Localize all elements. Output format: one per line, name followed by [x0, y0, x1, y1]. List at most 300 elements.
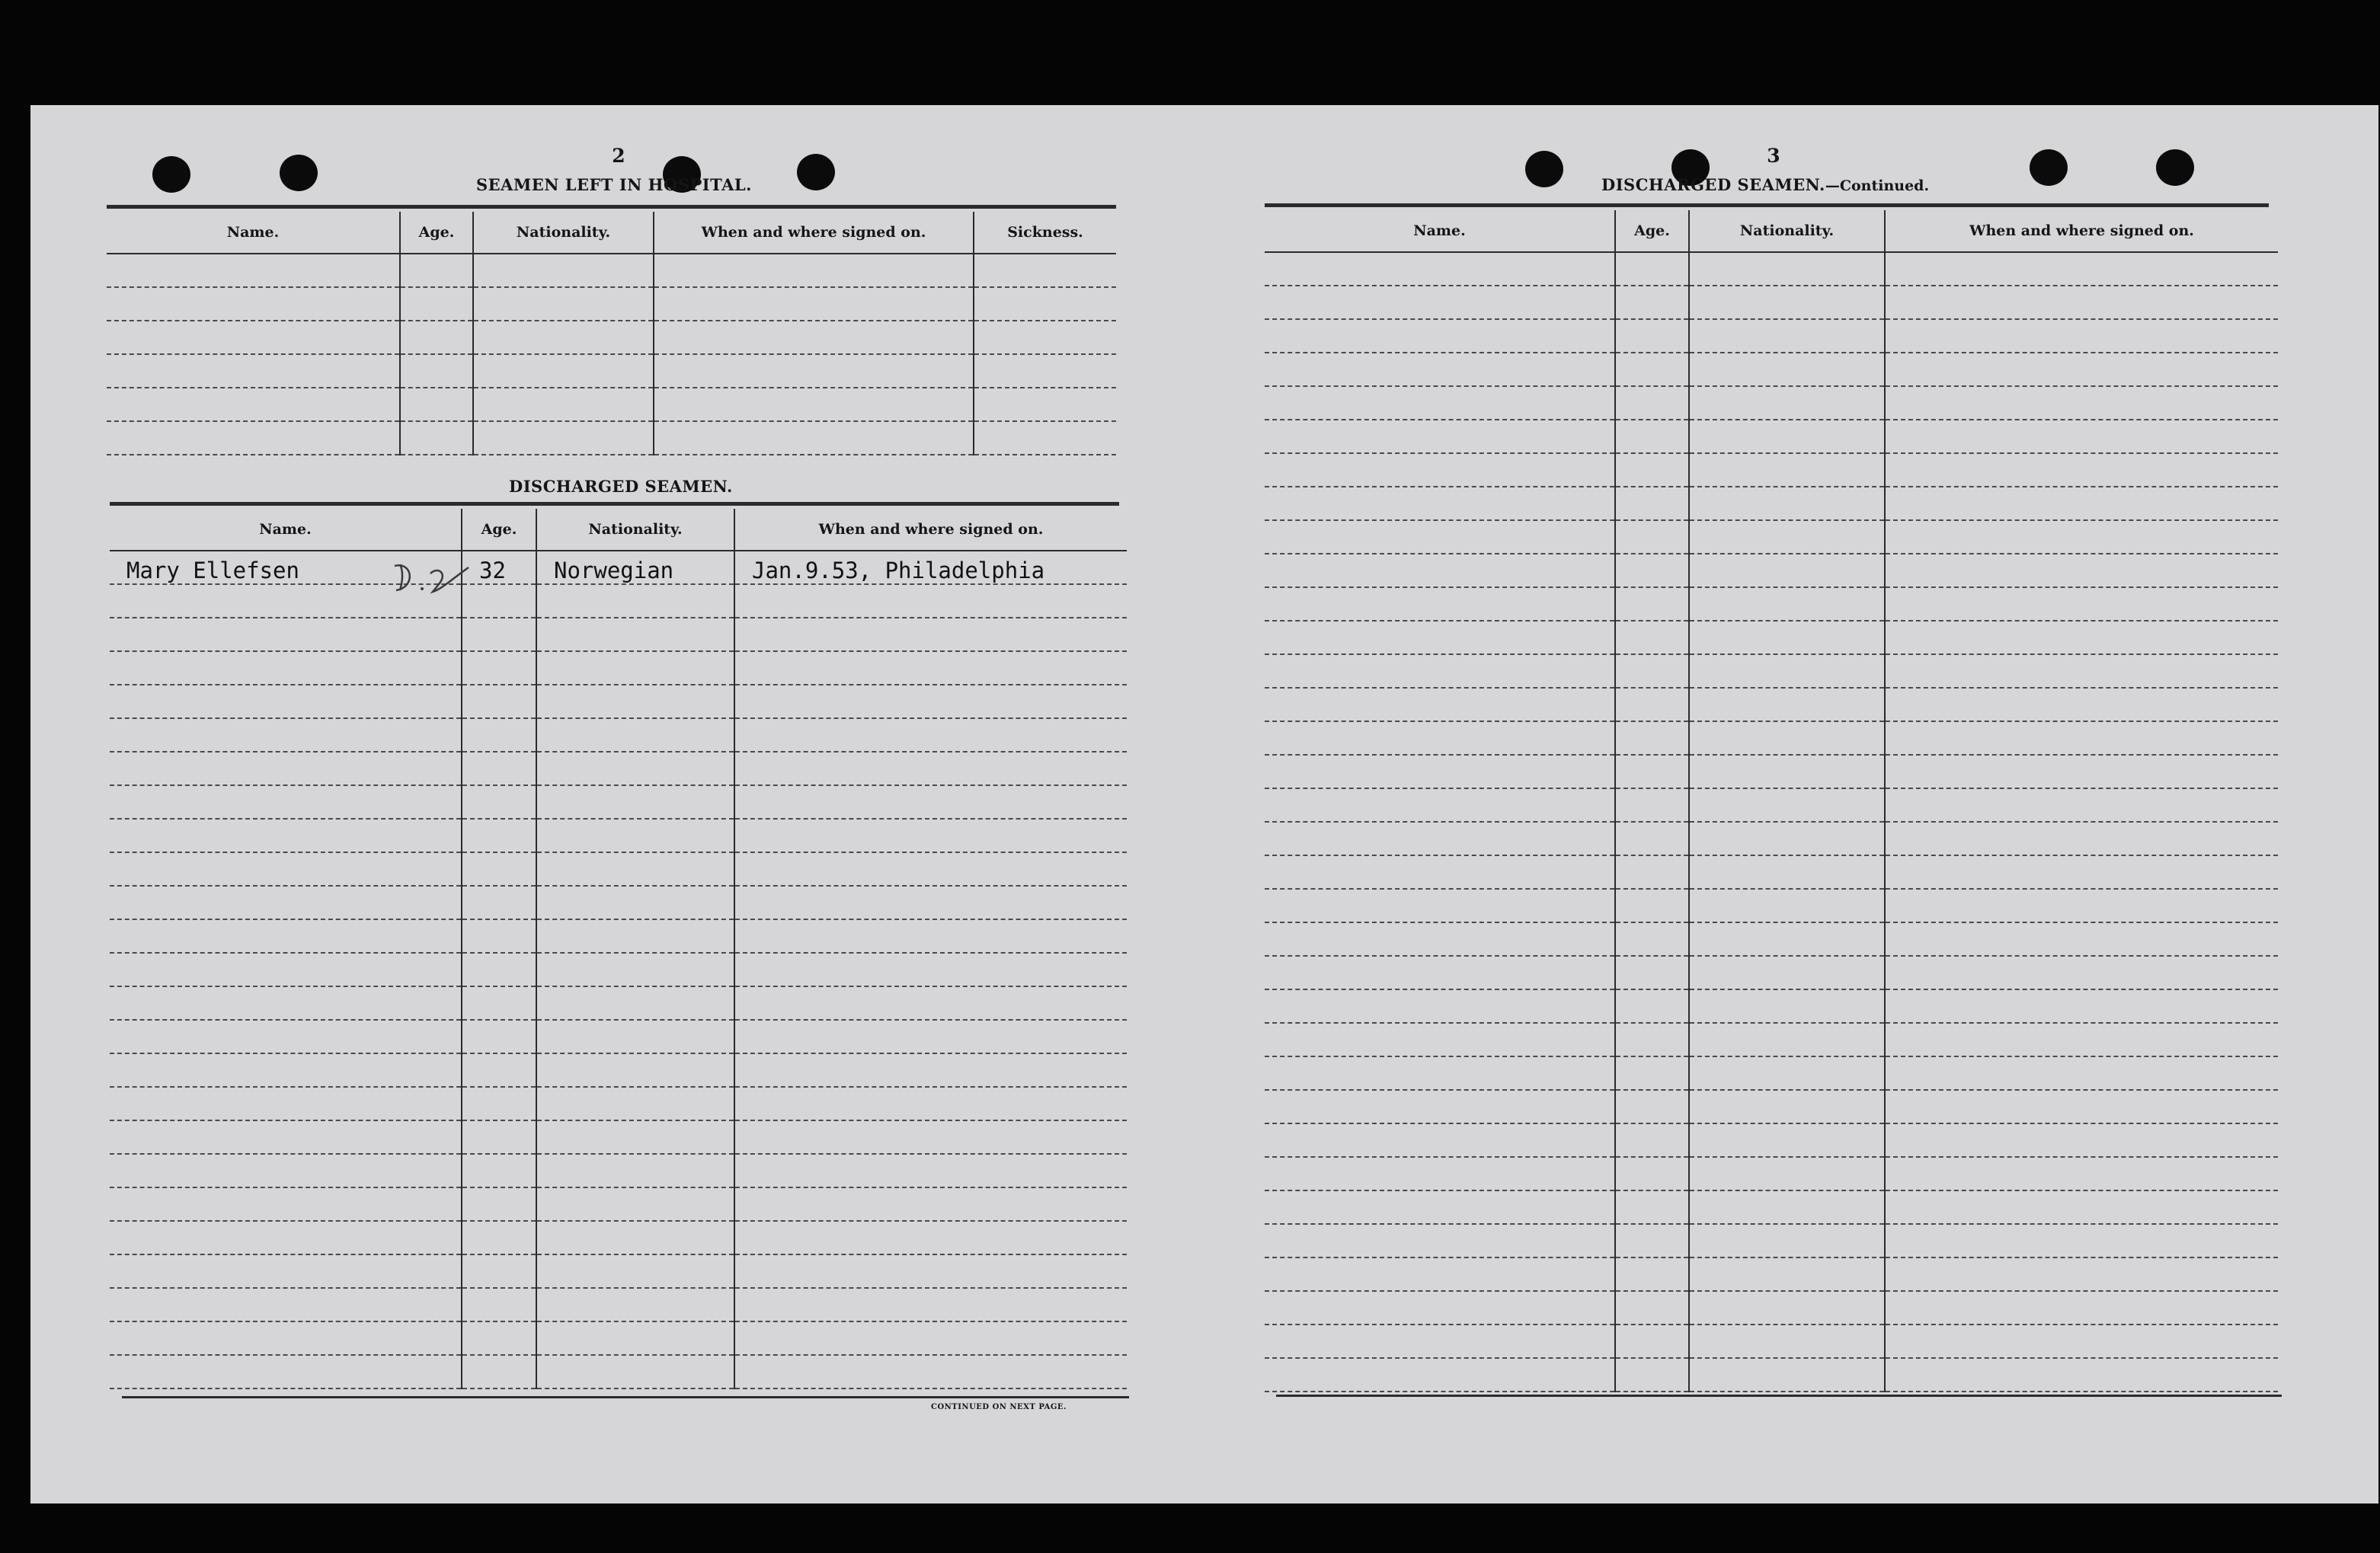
- blank-cell: [110, 953, 462, 986]
- blank-cell: [734, 618, 1127, 651]
- blank-cell: [1885, 1090, 2278, 1123]
- blank-cell: [1265, 1123, 1615, 1157]
- blank-cell: [1885, 956, 2278, 989]
- blank-cell: [1885, 353, 2278, 386]
- blank-cell: [1689, 855, 1885, 889]
- blank-cell: [1615, 554, 1689, 587]
- blank-cell: [1885, 1056, 2278, 1090]
- blank-cell: [1615, 453, 1689, 487]
- blank-cell: [734, 718, 1127, 752]
- blank-cell: [110, 919, 462, 953]
- table-row: [110, 1355, 1127, 1388]
- table-row: [1265, 956, 2278, 989]
- blank-cell: [1689, 1325, 1885, 1358]
- table-row: [1265, 1224, 2278, 1257]
- table-row: [1265, 286, 2278, 319]
- blank-cell: [734, 685, 1127, 718]
- column-header: Age.: [1615, 210, 1689, 252]
- blank-cell: [473, 421, 654, 455]
- discharged-table-header: [110, 509, 1127, 551]
- blank-cell: [110, 1020, 462, 1053]
- table-row: [110, 1053, 1127, 1087]
- blank-cell: [462, 1254, 536, 1288]
- blank-cell: [1885, 822, 2278, 855]
- blank-cell: [1885, 1358, 2278, 1392]
- blank-cell: [1615, 420, 1689, 453]
- blank-cell: [1689, 721, 1885, 755]
- blank-cell: [462, 1221, 536, 1254]
- blank-cell: [536, 919, 734, 953]
- table-row: [110, 551, 1127, 584]
- blank-cell: [536, 618, 734, 651]
- punch-hole: [1525, 151, 1563, 187]
- table-row: [1265, 1190, 2278, 1224]
- table-row: [1265, 554, 2278, 587]
- blank-cell: [107, 321, 400, 354]
- blank-cell: [1265, 453, 1615, 487]
- blank-cell: [1689, 956, 1885, 989]
- table-row: [110, 986, 1127, 1020]
- blank-cell: [107, 354, 400, 388]
- blank-cell: [110, 1120, 462, 1154]
- blank-cell: [1615, 319, 1689, 353]
- blank-cell: [1689, 1023, 1885, 1056]
- table-row: [1265, 520, 2278, 554]
- table-row: [110, 718, 1127, 752]
- table-row: [110, 1288, 1127, 1321]
- blank-cell: [1265, 1056, 1615, 1090]
- blank-cell: [1689, 353, 1885, 386]
- bottom-rule: [122, 1396, 1129, 1398]
- blank-cell: [1885, 554, 2278, 587]
- continued-note: CONTINUED ON NEXT PAGE.: [931, 1403, 1067, 1411]
- table-row: [1265, 1291, 2278, 1325]
- table-row: [1265, 1325, 2278, 1358]
- table-row: [107, 254, 1116, 287]
- blank-cell: [1689, 788, 1885, 822]
- blank-cell: [462, 1288, 536, 1321]
- blank-cell: [1265, 286, 1615, 319]
- blank-cell: [1885, 1325, 2278, 1358]
- column-header: When and where signed on.: [654, 212, 974, 254]
- blank-cell: [1615, 822, 1689, 855]
- blank-cell: [1689, 554, 1885, 587]
- blank-cell: [110, 1254, 462, 1288]
- table-row: [1265, 1358, 2278, 1392]
- blank-cell: [1885, 319, 2278, 353]
- table-row: [1265, 788, 2278, 822]
- blank-cell: [110, 1154, 462, 1187]
- table-row: [1265, 621, 2278, 654]
- blank-cell: [536, 1154, 734, 1187]
- blank-cell: [1885, 453, 2278, 487]
- blank-cell: [1885, 1257, 2278, 1291]
- table-row: [1265, 386, 2278, 420]
- blank-cell: [1885, 386, 2278, 420]
- blank-cell: [1689, 1090, 1885, 1123]
- table-row: [1265, 922, 2278, 956]
- blank-cell: [734, 1087, 1127, 1120]
- hospital-section-title: SEAMEN LEFT IN HOSPITAL.: [476, 175, 752, 194]
- right-title-continued: —Continued.: [1825, 177, 1930, 194]
- table-row: [1265, 654, 2278, 688]
- blank-cell: [1689, 922, 1885, 956]
- blank-cell: [1689, 420, 1885, 453]
- blank-cell: [1615, 755, 1689, 788]
- blank-cell: [1615, 1056, 1689, 1090]
- blank-cell: [536, 1254, 734, 1288]
- blank-cell: [1615, 788, 1689, 822]
- blank-cell: [1615, 922, 1689, 956]
- table-row: [1265, 822, 2278, 855]
- discharged-continued-table: [1265, 210, 2278, 1392]
- blank-cell: [1615, 688, 1689, 721]
- bottom-rule: [1276, 1395, 2282, 1397]
- blank-cell: [1885, 788, 2278, 822]
- blank-cell: [110, 886, 462, 919]
- table-row: [110, 819, 1127, 852]
- table-row: [1265, 755, 2278, 788]
- blank-cell: [1689, 587, 1885, 621]
- punch-hole: [280, 155, 318, 191]
- blank-cell: [654, 354, 974, 388]
- blank-cell: [462, 1321, 536, 1355]
- column-header: Age.: [400, 212, 473, 254]
- blank-cell: [462, 919, 536, 953]
- crew-list-sheet: [30, 105, 2378, 1503]
- blank-cell: [974, 388, 1116, 421]
- blank-cell: [734, 1053, 1127, 1087]
- blank-cell: [1615, 1291, 1689, 1325]
- blank-cell: [1615, 487, 1689, 520]
- double-rule: [110, 502, 1119, 506]
- blank-cell: [1885, 420, 2278, 453]
- blank-cell: [1265, 1257, 1615, 1291]
- table-row: [110, 685, 1127, 718]
- blank-cell: [1265, 1358, 1615, 1392]
- column-header: When and where signed on.: [734, 509, 1127, 551]
- blank-cell: [734, 1120, 1127, 1154]
- blank-cell: [1885, 1123, 2278, 1157]
- blank-cell: [1615, 386, 1689, 420]
- blank-cell: [1615, 1358, 1689, 1392]
- blank-cell: [1265, 252, 1615, 286]
- blank-cell: [1265, 956, 1615, 989]
- blank-cell: [1615, 889, 1689, 922]
- blank-cell: [1689, 822, 1885, 855]
- column-header: Name.: [1265, 210, 1615, 252]
- blank-cell: [1615, 1190, 1689, 1224]
- blank-cell: [1615, 1224, 1689, 1257]
- blank-cell: [734, 953, 1127, 986]
- blank-cell: [462, 953, 536, 986]
- blank-cell: [110, 1288, 462, 1321]
- blank-cell: [110, 986, 462, 1020]
- blank-cell: [1265, 1325, 1615, 1358]
- blank-cell: [110, 1187, 462, 1221]
- table-row: [110, 785, 1127, 819]
- blank-cell: [473, 321, 654, 354]
- blank-cell: [1689, 688, 1885, 721]
- blank-cell: [462, 685, 536, 718]
- blank-cell: [462, 1053, 536, 1087]
- blank-cell: [1265, 520, 1615, 554]
- table-row: [1265, 889, 2278, 922]
- blank-cell: [1265, 621, 1615, 654]
- right-section-title: [1601, 175, 1929, 194]
- blank-cell: [1885, 654, 2278, 688]
- blank-cell: [110, 1321, 462, 1355]
- table-row: [1265, 252, 2278, 286]
- blank-cell: [536, 1120, 734, 1154]
- blank-cell: [1689, 889, 1885, 922]
- blank-cell: [1689, 621, 1885, 654]
- blank-cell: [1689, 654, 1885, 688]
- blank-cell: [110, 1053, 462, 1087]
- blank-cell: [734, 1221, 1127, 1254]
- blank-cell: [1615, 286, 1689, 319]
- table-row: [107, 388, 1116, 421]
- table-row: [110, 953, 1127, 986]
- blank-cell: [654, 287, 974, 321]
- table-row: [110, 651, 1127, 685]
- page-number-right: 3: [1767, 145, 1780, 167]
- blank-cell: [1265, 654, 1615, 688]
- discharged-section-title: DISCHARGED SEAMEN.: [509, 477, 733, 496]
- double-rule: [1265, 203, 2269, 207]
- blank-cell: [1265, 319, 1615, 353]
- entry-name: Mary Ellefsen: [110, 551, 462, 584]
- blank-cell: [1615, 353, 1689, 386]
- table-row: [107, 421, 1116, 455]
- blank-cell: [734, 785, 1127, 819]
- blank-cell: [1265, 822, 1615, 855]
- blank-cell: [1689, 520, 1885, 554]
- continued-table-header: [1265, 210, 2278, 252]
- blank-cell: [974, 254, 1116, 287]
- table-row: [110, 1120, 1127, 1154]
- column-header: Nationality.: [1689, 210, 1885, 252]
- table-row: [1265, 1157, 2278, 1190]
- column-header: Name.: [107, 212, 400, 254]
- column-header: Nationality.: [536, 509, 734, 551]
- blank-cell: [1689, 1157, 1885, 1190]
- entry-age: 32: [462, 551, 536, 584]
- blank-cell: [1265, 721, 1615, 755]
- blank-cell: [1615, 1123, 1689, 1157]
- blank-cell: [1265, 587, 1615, 621]
- blank-cell: [107, 421, 400, 455]
- blank-cell: [1265, 1090, 1615, 1123]
- blank-cell: [1885, 520, 2278, 554]
- blank-cell: [1885, 1190, 2278, 1224]
- blank-cell: [1689, 252, 1885, 286]
- blank-cell: [1265, 353, 1615, 386]
- table-row: [110, 1321, 1127, 1355]
- blank-cell: [654, 321, 974, 354]
- blank-cell: [110, 819, 462, 852]
- blank-cell: [654, 254, 974, 287]
- blank-cell: [536, 1221, 734, 1254]
- table-row: [110, 1254, 1127, 1288]
- blank-cell: [1885, 286, 2278, 319]
- blank-cell: [1265, 554, 1615, 587]
- blank-cell: [1615, 1023, 1689, 1056]
- blank-cell: [536, 584, 734, 618]
- blank-cell: [1265, 386, 1615, 420]
- blank-cell: [536, 852, 734, 886]
- blank-cell: [536, 1321, 734, 1355]
- handwritten-initials-mark: [366, 558, 480, 596]
- blank-cell: [462, 785, 536, 819]
- blank-cell: [974, 421, 1116, 455]
- blank-cell: [1265, 922, 1615, 956]
- table-row: [1265, 721, 2278, 755]
- blank-cell: [1265, 487, 1615, 520]
- blank-cell: [462, 1355, 536, 1388]
- blank-cell: [1885, 755, 2278, 788]
- blank-cell: [654, 388, 974, 421]
- column-header: Nationality.: [473, 212, 654, 254]
- blank-cell: [974, 354, 1116, 388]
- blank-cell: [1265, 1291, 1615, 1325]
- blank-cell: [1265, 855, 1615, 889]
- table-row: [1265, 487, 2278, 520]
- table-row: [110, 1221, 1127, 1254]
- blank-cell: [734, 1187, 1127, 1221]
- blank-cell: [734, 919, 1127, 953]
- blank-cell: [1689, 453, 1885, 487]
- blank-cell: [1885, 587, 2278, 621]
- blank-cell: [1615, 621, 1689, 654]
- discharged-table: [110, 509, 1127, 1389]
- blank-cell: [462, 618, 536, 651]
- punch-hole: [2030, 149, 2068, 186]
- table-row: [107, 321, 1116, 354]
- column-header: When and where signed on.: [1885, 210, 2278, 252]
- blank-cell: [462, 852, 536, 886]
- blank-cell: [734, 886, 1127, 919]
- blank-cell: [1689, 1291, 1885, 1325]
- table-row: [110, 886, 1127, 919]
- blank-cell: [1689, 755, 1885, 788]
- blank-cell: [462, 718, 536, 752]
- blank-cell: [110, 752, 462, 785]
- column-header: Age.: [462, 509, 536, 551]
- blank-cell: [1265, 688, 1615, 721]
- blank-cell: [734, 852, 1127, 886]
- table-row: [1265, 1023, 2278, 1056]
- blank-cell: [462, 1087, 536, 1120]
- blank-cell: [110, 651, 462, 685]
- blank-cell: [1265, 1190, 1615, 1224]
- blank-cell: [1265, 1157, 1615, 1190]
- table-row: [107, 354, 1116, 388]
- blank-cell: [536, 651, 734, 685]
- blank-cell: [473, 287, 654, 321]
- blank-cell: [734, 1288, 1127, 1321]
- blank-cell: [536, 1020, 734, 1053]
- blank-cell: [1615, 1090, 1689, 1123]
- blank-cell: [536, 752, 734, 785]
- blank-cell: [1689, 1358, 1885, 1392]
- blank-cell: [110, 1221, 462, 1254]
- table-row: [110, 1087, 1127, 1120]
- blank-cell: [462, 1187, 536, 1221]
- blank-cell: [1265, 989, 1615, 1023]
- blank-cell: [1615, 1325, 1689, 1358]
- blank-cell: [473, 388, 654, 421]
- blank-cell: [1615, 855, 1689, 889]
- table-row: [1265, 1056, 2278, 1090]
- blank-cell: [1615, 989, 1689, 1023]
- entry-signed-on: Jan.9.53, Philadelphia: [734, 551, 1127, 584]
- table-row: [110, 1187, 1127, 1221]
- blank-cell: [536, 986, 734, 1020]
- blank-cell: [400, 287, 473, 321]
- blank-cell: [654, 421, 974, 455]
- table-row: [107, 287, 1116, 321]
- blank-cell: [110, 1087, 462, 1120]
- table-row: [1265, 1090, 2278, 1123]
- column-header: Name.: [110, 509, 462, 551]
- blank-cell: [1265, 889, 1615, 922]
- table-row: [1265, 353, 2278, 386]
- table-row: [110, 1020, 1127, 1053]
- blank-cell: [1885, 721, 2278, 755]
- table-row: [1265, 587, 2278, 621]
- blank-cell: [1885, 855, 2278, 889]
- blank-cell: [1265, 420, 1615, 453]
- blank-cell: [1689, 487, 1885, 520]
- blank-cell: [536, 886, 734, 919]
- blank-cell: [536, 819, 734, 852]
- blank-cell: [107, 388, 400, 421]
- blank-cell: [462, 886, 536, 919]
- blank-cell: [1689, 1224, 1885, 1257]
- blank-cell: [734, 752, 1127, 785]
- blank-cell: [1885, 1291, 2278, 1325]
- blank-cell: [1885, 252, 2278, 286]
- table-row: [110, 852, 1127, 886]
- punch-hole: [152, 156, 190, 193]
- blank-cell: [462, 1154, 536, 1187]
- blank-cell: [462, 986, 536, 1020]
- blank-cell: [462, 1120, 536, 1154]
- blank-cell: [1615, 721, 1689, 755]
- blank-cell: [400, 254, 473, 287]
- blank-cell: [110, 685, 462, 718]
- blank-cell: [110, 1355, 462, 1388]
- blank-cell: [734, 1254, 1127, 1288]
- blank-cell: [536, 1355, 734, 1388]
- blank-cell: [1885, 1224, 2278, 1257]
- blank-cell: [1885, 1157, 2278, 1190]
- blank-cell: [1689, 286, 1885, 319]
- hospital-table-header: [107, 212, 1116, 254]
- table-row: [110, 919, 1127, 953]
- blank-cell: [734, 651, 1127, 685]
- blank-cell: [107, 287, 400, 321]
- blank-cell: [1885, 989, 2278, 1023]
- blank-cell: [473, 254, 654, 287]
- blank-cell: [462, 651, 536, 685]
- blank-cell: [1615, 520, 1689, 554]
- table-row: [1265, 453, 2278, 487]
- table-row: [110, 584, 1127, 618]
- blank-cell: [1885, 621, 2278, 654]
- blank-cell: [400, 388, 473, 421]
